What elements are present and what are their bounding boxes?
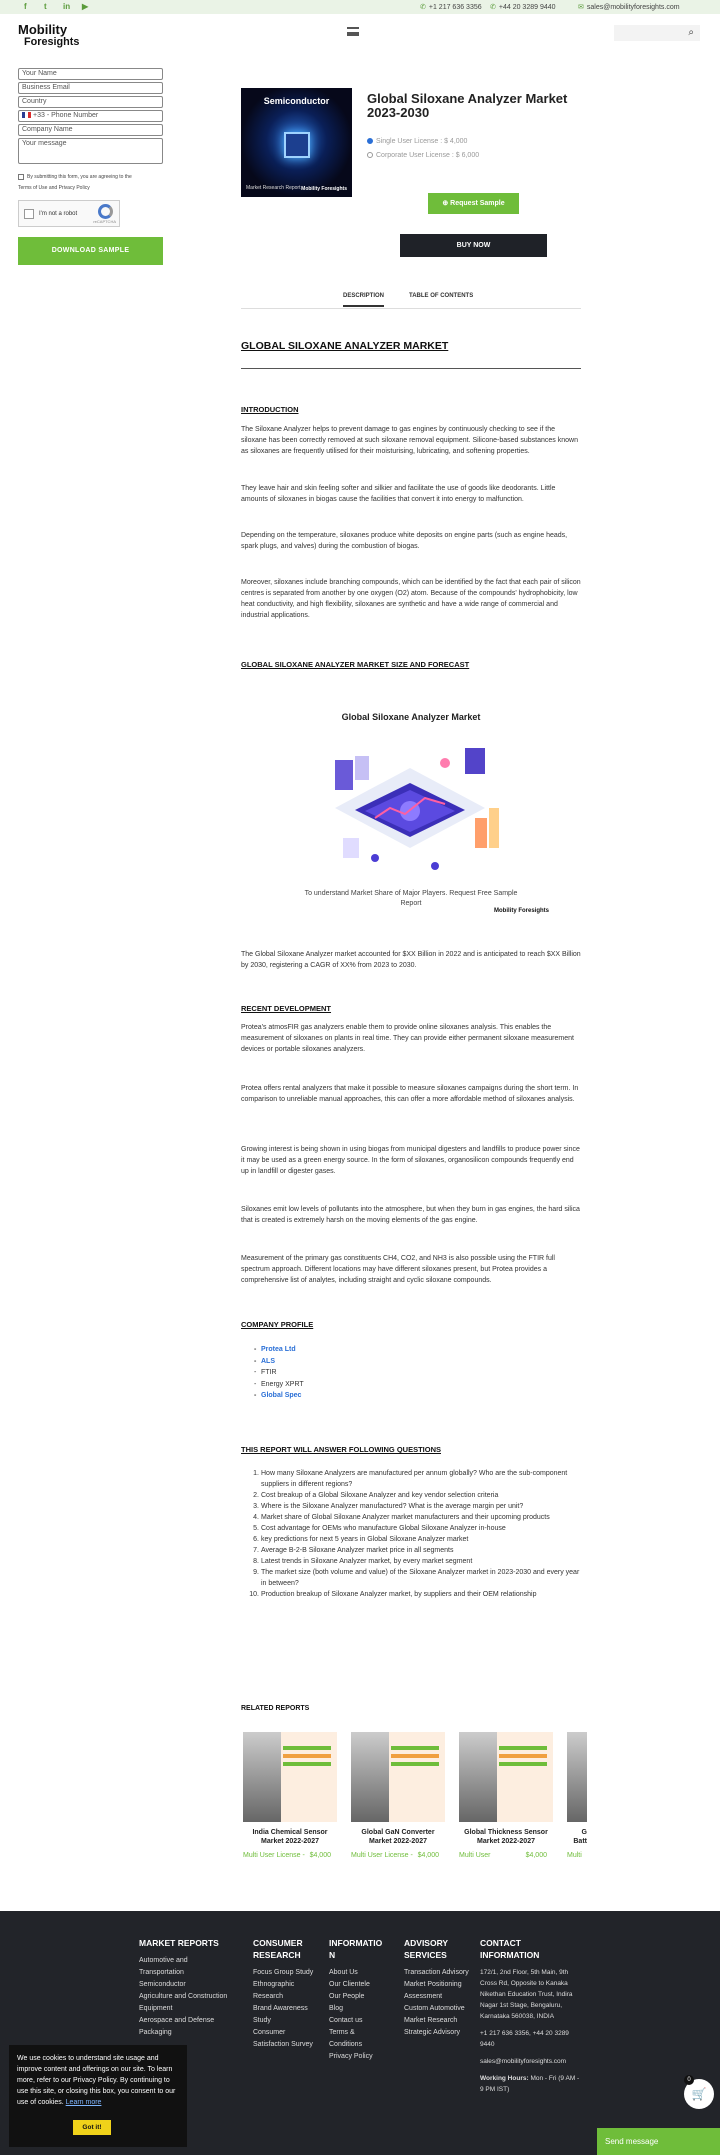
- agree-text: By submitting this form, you are agreeing to the Terms of Use and Privacy Policy: [18, 174, 132, 191]
- footer-link[interactable]: Transaction Advisory: [404, 1969, 469, 1976]
- paragraph: Measurement of the primary gas constituents CH4, CO2, and NH3 is also possible using the FTIR full spectrum approach. Different locations may have different siloxanes present, but Protea provides a comprehensive list of analytes, including straight and cyclic siloxane compounds.: [241, 1255, 555, 1284]
- list-item: 4. Market share of Global Siloxane Analyzer market manufacturers and their upcoming products: [253, 1514, 550, 1521]
- related-card[interactable]: G Batt Multi: [567, 1732, 587, 1861]
- footer-link[interactable]: Privacy Policy: [329, 2053, 373, 2060]
- company-list: [261, 1344, 304, 1402]
- list-item: 6. key predictions for next 5 years in Global Siloxane Analyzer market: [253, 1536, 469, 1543]
- section-heading: THIS REPORT WILL ANSWER FOLLOWING QUESTIONS: [241, 1445, 441, 1454]
- menu-icon[interactable]: [347, 27, 359, 36]
- agree-checkbox[interactable]: [18, 174, 24, 180]
- request-sample-button[interactable]: ⊕ Request Sample: [428, 193, 519, 214]
- name-field[interactable]: Your Name: [18, 68, 163, 80]
- chip-icon: [284, 132, 310, 158]
- terms-link[interactable]: Terms of Use and Privacy Policy: [18, 185, 90, 191]
- phone-1[interactable]: ✆ +1 217 636 3356: [420, 4, 482, 11]
- search-box[interactable]: [614, 25, 700, 41]
- paragraph: The Global Siloxane Analyzer market accounted for $XX Billion in 2022 and is anticipated to reach $XX Billion by 2030, registering a CAGR of XX% from 2023 to 2030.: [241, 951, 581, 969]
- cookie-accept-button[interactable]: Got it!: [73, 2120, 111, 2135]
- paragraph: Protea's atmosFIR gas analyzers enable them to provide online siloxanes analysis. This enables the measurement of siloxanes on plants in real time. They can provide either permanent siloxane measurement devices or portable siloxanes analyzers.: [241, 1024, 574, 1053]
- footer-link[interactable]: Focus Group Study: [253, 1969, 314, 1976]
- report-thumbnail: Semiconductor Market Research Report Mobility Foresights: [241, 88, 352, 197]
- footer-link[interactable]: Brand Awareness Study: [253, 2005, 308, 2024]
- footer-link[interactable]: Blog: [329, 2005, 344, 2012]
- twitter-icon[interactable]: t: [44, 2, 47, 11]
- footer-link[interactable]: Consumer Satisfaction Survey: [253, 2029, 313, 2048]
- section-heading: INTRODUCTION: [241, 405, 299, 414]
- related-heading: RELATED REPORTS: [241, 1705, 310, 1712]
- linkedin-icon[interactable]: in: [63, 2, 71, 11]
- footer-link[interactable]: Strategic Advisory: [404, 2029, 461, 2036]
- cart-icon[interactable]: 🛒: [684, 2079, 714, 2109]
- site-header: [0, 14, 720, 54]
- report-cover[interactable]: [351, 1732, 445, 1822]
- tab-description[interactable]: DESCRIPTION: [343, 293, 384, 307]
- footer-link[interactable]: Agriculture and Construction Equipment: [139, 1993, 228, 2012]
- facebook-icon[interactable]: f: [24, 2, 27, 11]
- report-cover[interactable]: [567, 1732, 587, 1822]
- footer-link[interactable]: Our People: [329, 1993, 365, 2000]
- footer-link[interactable]: Contact us: [329, 2017, 363, 2024]
- email-link[interactable]: ✉ sales@mobilityforesights.com: [578, 4, 680, 11]
- tab-table-of-contents[interactable]: TABLE OF CONTENTS: [409, 293, 474, 299]
- footer-link[interactable]: Aerospace and Defense: [139, 2017, 215, 2024]
- list-item: 3. Where is the Siloxane Analyzer manufactured? What is the average margin per unit?: [253, 1503, 524, 1510]
- paragraph: Protea offers rental analyzers that make it possible to measure siloxanes campaigns during the short term. In comparison to unreliable manual approaches, this can offer a more affordable method of siloxanes analysis.: [241, 1085, 579, 1103]
- paragraph: The Siloxane Analyzer helps to prevent damage to gas engines by continuously checking to see if the siloxane has been correctly removed at such siloxane removal equipment. Silicone-based substances known as siloxanes are frequently utilised for their moisturising, lubricating, and softening properties.: [241, 426, 578, 455]
- footer-link[interactable]: Semiconductor: [139, 1981, 186, 1988]
- list-item: 10. Production breakup of Siloxane Analyzer market, by suppliers and their OEM relationship: [249, 1591, 537, 1598]
- mail-icon: ✉: [578, 4, 584, 11]
- footer-col-consumer-research: CONSUMER RESEARCH Focus Group Study Ethnographic Research Brand Awareness Study Consumer Satisfaction Survey: [253, 1937, 318, 2051]
- questions-list: [249, 1468, 581, 1600]
- section-heading: GLOBAL SILOXANE ANALYZER MARKET SIZE AND FORECAST: [241, 660, 470, 669]
- page-heading: GLOBAL SILOXANE ANALYZER MARKET: [241, 340, 449, 352]
- illustration-title: Global Siloxane Analyzer Market: [341, 712, 481, 722]
- phone-2[interactable]: ✆ +44 20 3289 9440: [490, 4, 556, 11]
- phone-code[interactable]: +33 -: [33, 112, 50, 119]
- cart-count-badge: 0: [684, 2075, 694, 2085]
- list-item: 7. Average B-2-B Siloxane Analyzer market price in all segments: [253, 1547, 454, 1554]
- phone-field[interactable]: +33 - Phone Number: [18, 110, 163, 122]
- company-item: - Energy XPRT: [261, 1379, 304, 1391]
- footer-link[interactable]: Automotive and Transportation: [139, 1957, 188, 1976]
- download-sample-button[interactable]: DOWNLOAD SAMPLE: [18, 237, 163, 265]
- footer-link[interactable]: Ethnographic Research: [253, 1981, 295, 2000]
- phone-icon: ✆: [420, 4, 426, 11]
- paragraph: They leave hair and skin feeling softer and silkier and facilitate the use of goods like deodorants. Little amounts of siloxanes in biogas cause the facilities that convert it into energy to malfunction.: [241, 485, 556, 503]
- paragraph: Moreover, siloxanes include branching compounds, which can be identified by the fact that each pair of silicon centres is separated from another by one oxygen (O2) atom. Because of the compounds' hydrophobicity, low heat conductivity, and high flexibility, siloxanes are synthetic and have a wide range of commercial and industrial applications.: [241, 579, 581, 619]
- footer-col-market-reports: MARKET REPORTS Automotive and Transportation Semiconductor Agriculture and Construction Equipment Aerospace and Defense Packaging: [139, 1937, 234, 2039]
- message-field[interactable]: Your message: [18, 138, 163, 164]
- section-heading: RECENT DEVELOPMENT: [241, 1004, 332, 1013]
- footer-link[interactable]: Custom Automotive Market Research: [404, 2005, 465, 2024]
- radio-icon[interactable]: [367, 152, 373, 158]
- report-cover[interactable]: [243, 1732, 337, 1822]
- list-item: 2. Cost breakup of a Global Siloxane Analyzer and key vendor selection criteria: [253, 1492, 499, 1499]
- youtube-icon[interactable]: ▶: [82, 2, 89, 11]
- divider: [241, 368, 581, 369]
- product-title: Global Siloxane Analyzer Market 2023-2030: [367, 91, 568, 120]
- list-item: 9. The market size (both volume and value) of the Siloxane Analyzer market in 2023-2030 and every year in between?: [253, 1569, 580, 1587]
- company-link[interactable]: - Global Spec: [261, 1390, 304, 1402]
- company-field[interactable]: Company Name: [18, 124, 163, 136]
- paragraph: Siloxanes emit low levels of pollutants into the atmosphere, but when they burn in gas engines, the hard silica that is created is extremely harsh on the moving elements of the gas engine.: [241, 1206, 580, 1224]
- report-cover[interactable]: [459, 1732, 553, 1822]
- illustration-caption: To understand Market Share of Major Players. Request Free Sample Report: [304, 890, 518, 907]
- company-link[interactable]: - ALS: [261, 1356, 304, 1368]
- caption-logo: Mobility Foresights: [494, 908, 550, 914]
- section-heading: COMPANY PROFILE: [241, 1320, 314, 1329]
- footer-col-contact: CONTACT INFORMATION 172/1, 2nd Floor, 5th Main, 9th Cross Rd, Opposite to Kanaka Nikethan Education Trust, Indira Nagar 1st Stage, Bengaluru, Karnataka 560038, INDIA +1 217 636 3356, +44 20 3289 9440 sales@mobilityforesights.com Working Hours: Mon - Fri (9 AM - 9 PM IST): [480, 1938, 580, 2093]
- country-field[interactable]: Country: [18, 96, 163, 108]
- license-single[interactable]: Single User License : $ 4,000: [367, 138, 467, 145]
- radio-icon[interactable]: [367, 138, 373, 144]
- list-item: 5. Cost advantage for OEMs who manufacture Global Siloxane Analyzer in-house: [253, 1525, 506, 1532]
- sample-request-form: [18, 68, 163, 265]
- footer-link[interactable]: Packaging: [139, 2029, 172, 2036]
- email-link[interactable]: sales@mobilityforesights.com: [480, 2058, 567, 2065]
- footer-link[interactable]: Our Clientele: [329, 1981, 370, 1988]
- market-illustration: [315, 738, 505, 878]
- buy-now-button[interactable]: BUY NOW: [400, 234, 547, 257]
- license-corporate[interactable]: Corporate User License : $ 6,000: [367, 152, 479, 159]
- list-item: 1. How many Siloxane Analyzers are manufactured per annum globally? Who are the sub-component suppliers in different regions?: [253, 1470, 568, 1488]
- address: 172/1, 2nd Floor, 5th Main, 9th Cross Rd, Opposite to Kanaka Nikethan Education Trust, Indira Nagar 1st Stage, Bengaluru, Karnataka 560038, INDIA: [480, 1969, 573, 2020]
- content-tabs: [241, 289, 581, 309]
- company-item: - FTIR: [261, 1367, 304, 1379]
- company-link[interactable]: - Protea Ltd: [261, 1344, 304, 1356]
- related-card[interactable]: Global Thickness Sensor Market 2022-2027 Multi User $4,000: [459, 1732, 553, 1861]
- search-icon[interactable]: ⌕: [688, 27, 694, 38]
- footer-col-advisory: ADVISORY SERVICES Transaction Advisory Market Positioning Assessment Custom Automotive Market Research Strategic Advisory: [404, 1937, 474, 2039]
- footer-link[interactable]: Market Positioning Assessment: [404, 1981, 462, 2000]
- site-logo[interactable]: Mobility Foresights: [18, 22, 80, 48]
- recaptcha-icon: [98, 204, 113, 219]
- related-card[interactable]: Global GaN Converter Market 2022-2027 Multi User License - $4,000: [351, 1732, 445, 1861]
- france-flag-icon[interactable]: [22, 112, 31, 118]
- cookie-banner: We use cookies to understand site usage and improve content and offerings on our site. To learn more, refer to our Privacy Policy. By continuing to use this site, or closing this box, you consent to our use of cookies. Learn more: [9, 2045, 187, 2147]
- email-field[interactable]: Business Email: [18, 82, 163, 94]
- phone-link[interactable]: +1 217 636 3356, +44 20 3289 9440: [480, 2030, 569, 2048]
- top-bar: [0, 0, 720, 14]
- footer-link[interactable]: About Us: [329, 1969, 358, 1976]
- captcha-checkbox[interactable]: [24, 209, 34, 219]
- send-message-button[interactable]: Send message: [597, 2128, 720, 2155]
- paragraph: Growing interest is being shown in using biogas from municipal digesters and landfills to produce power since it may be used as a green energy source. In the form of siloxanes, organosilicon compounds frequently end up in landfill or digester gases.: [241, 1146, 580, 1175]
- footer-link[interactable]: Terms & Conditions: [329, 2029, 363, 2048]
- paragraph: Depending on the temperature, siloxanes produce white deposits on engine parts (such as engine heads, spark plugs, and valves) during the combustion of biogas.: [241, 532, 568, 550]
- related-card[interactable]: India Chemical Sensor Market 2022-2027 Multi User License - $4,000: [243, 1732, 337, 1861]
- list-item: 8. Latest trends in Siloxane Analyzer market, by every market segment: [253, 1558, 473, 1565]
- learn-more-link[interactable]: Learn more: [65, 2099, 102, 2106]
- working-hours: Working Hours: Mon - Fri (9 AM - 9 PM IST): [480, 2075, 580, 2093]
- phone-icon: ✆: [490, 4, 496, 11]
- recaptcha-widget: I'm not a robot reCAPTCHA: [18, 200, 120, 227]
- footer-col-information: INFORMATIO N About Us Our Clientele Our People Blog Contact us Terms & Conditions Privacy Policy: [329, 1937, 389, 2063]
